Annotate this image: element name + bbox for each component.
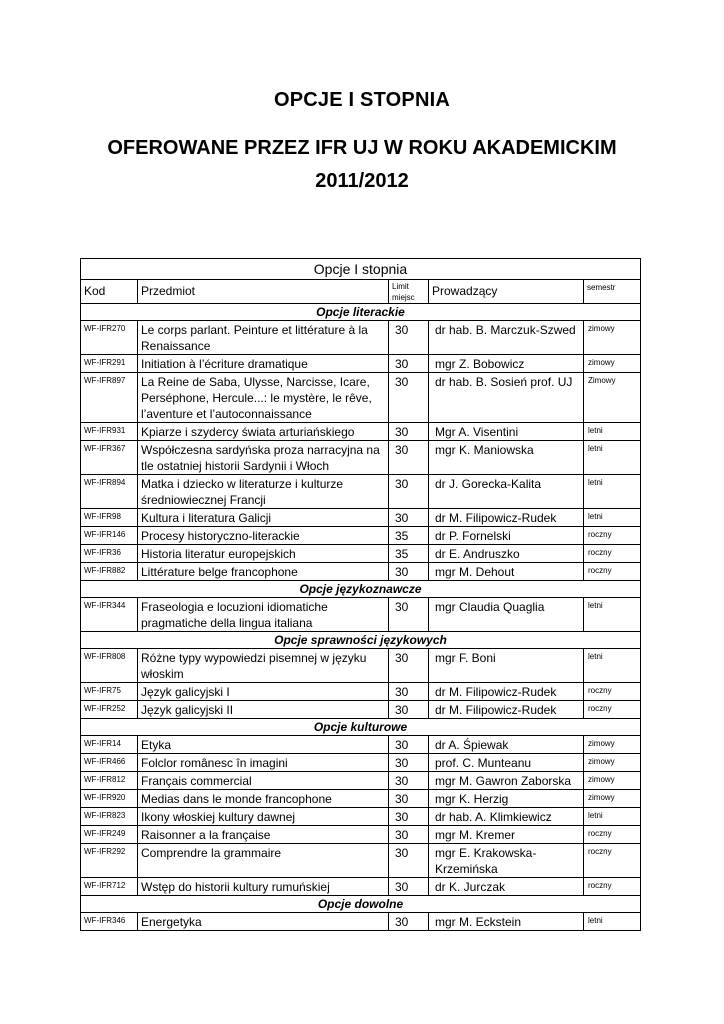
course-semester: letni	[584, 808, 641, 826]
course-semester: roczny	[584, 826, 641, 844]
course-subject: Współczesna sardyńska proza narracyjna na tle ostatniej historii Sardynii i Włoch	[138, 441, 389, 475]
course-instructor: mgr M. Dehout	[429, 563, 584, 581]
course-limit: 30	[389, 683, 429, 701]
course-semester: letni	[584, 649, 641, 683]
course-subject: Język galicyjski I	[138, 683, 389, 701]
course-subject: Folclor românesc în imagini	[138, 754, 389, 772]
course-subject: Etyka	[138, 736, 389, 754]
course-instructor: dr M. Filipowicz-Rudek	[429, 509, 584, 527]
column-header-semester: semestr	[584, 280, 641, 304]
section-title: Opcje dowolne	[81, 896, 641, 913]
table-row	[81, 808, 641, 826]
table-row	[81, 355, 641, 373]
course-limit: 30	[389, 563, 429, 581]
section-header-row	[81, 581, 641, 598]
table-row	[81, 844, 641, 878]
course-instructor: mgr Z. Bobowicz	[429, 355, 584, 373]
course-instructor: dr K. Jurczak	[429, 878, 584, 896]
course-code: WF-IFR346	[81, 913, 138, 931]
course-limit: 30	[389, 844, 429, 878]
course-subject: Comprendre la grammaire	[138, 844, 389, 878]
course-code: WF-IFR98	[81, 509, 138, 527]
course-subject: Medias dans le monde francophone	[138, 790, 389, 808]
course-limit: 30	[389, 754, 429, 772]
section-title: Opcje językoznawcze	[81, 581, 641, 598]
course-subject: La Reine de Saba, Ulysse, Narcisse, Icare, Perséphone, Hercule...: le mystère, le rêve, l’aventure et l’autoconnaissance	[138, 373, 389, 423]
course-limit: 30	[389, 826, 429, 844]
course-semester: zimowy	[584, 321, 641, 355]
course-code: WF-IFR712	[81, 878, 138, 896]
column-header-code: Kod	[81, 280, 138, 304]
course-instructor: Mgr A. Visentini	[429, 423, 584, 441]
course-subject: Historia literatur europejskich	[138, 545, 389, 563]
table-row	[81, 563, 641, 581]
course-semester: zimowy	[584, 736, 641, 754]
course-semester: roczny	[584, 878, 641, 896]
table-row	[81, 736, 641, 754]
column-header-instructor: Prowadzący	[429, 280, 584, 304]
course-semester: letni	[584, 509, 641, 527]
course-semester: roczny	[584, 683, 641, 701]
page-title: OPCJE I STOPNIA	[273, 89, 450, 111]
table-row	[81, 701, 641, 719]
course-instructor: prof. C. Munteanu	[429, 754, 584, 772]
course-subject: Kultura i literatura Galicji	[138, 509, 389, 527]
limit-header-line1: Limit	[392, 282, 409, 291]
table-row	[81, 878, 641, 896]
course-limit: 30	[389, 598, 429, 632]
course-semester: roczny	[584, 701, 641, 719]
course-instructor: dr P. Fornelski	[429, 527, 584, 545]
table-row	[81, 423, 641, 441]
table-row	[81, 913, 641, 931]
course-semester: letni	[584, 598, 641, 632]
section-title: Opcje literackie	[81, 304, 641, 321]
course-code: WF-IFR920	[81, 790, 138, 808]
section-header-row	[81, 719, 641, 736]
course-subject: Fraseologia e locuzioni idiomatiche pragmatiche della lingua italiana	[138, 598, 389, 632]
course-subject: Energetyka	[138, 913, 389, 931]
table-row	[81, 441, 641, 475]
course-code: WF-IFR292	[81, 844, 138, 878]
course-limit: 30	[389, 509, 429, 527]
course-instructor: mgr K. Maniowska	[429, 441, 584, 475]
course-instructor: mgr K. Herzig	[429, 790, 584, 808]
course-limit: 30	[389, 913, 429, 931]
course-semester: roczny	[584, 563, 641, 581]
course-limit: 30	[389, 441, 429, 475]
course-limit: 35	[389, 545, 429, 563]
course-code: WF-IFR146	[81, 527, 138, 545]
course-semester: Zimowy	[584, 373, 641, 423]
course-subject: Różne typy wypowiedzi pisemnej w języku włoskim	[138, 649, 389, 683]
course-instructor: mgr M. Eckstein	[429, 913, 584, 931]
course-semester: letni	[584, 913, 641, 931]
column-header-subject: Przedmiot	[138, 280, 389, 304]
table-title: Opcje I stopnia	[81, 259, 641, 280]
table-row	[81, 527, 641, 545]
course-instructor: dr E. Andruszko	[429, 545, 584, 563]
course-instructor: dr hab. B. Marczuk-Szwed	[429, 321, 584, 355]
course-semester: roczny	[584, 844, 641, 878]
table-row	[81, 754, 641, 772]
course-limit: 30	[389, 772, 429, 790]
course-code: WF-IFR882	[81, 563, 138, 581]
section-header-row	[81, 896, 641, 913]
course-limit: 30	[389, 423, 429, 441]
course-instructor: dr M. Filipowicz-Rudek	[429, 683, 584, 701]
course-semester: roczny	[584, 527, 641, 545]
course-instructor: dr J. Gorecka-Kalita	[429, 475, 584, 509]
subtitle-line: OFEROWANE PRZEZ IFR UJ W ROKU AKADEMICKIM	[107, 137, 617, 159]
course-semester: letni	[584, 475, 641, 509]
course-code: WF-IFR75	[81, 683, 138, 701]
course-limit: 30	[389, 701, 429, 719]
column-header-limit	[389, 280, 429, 304]
course-limit: 30	[389, 475, 429, 509]
course-subject: Ikony włoskiej kultury dawnej	[138, 808, 389, 826]
table-row	[81, 373, 641, 423]
table-row	[81, 683, 641, 701]
academic-year: 2011/2012	[315, 170, 409, 192]
course-semester: zimowy	[584, 355, 641, 373]
course-limit: 30	[389, 649, 429, 683]
course-subject: Język galicyjski II	[138, 701, 389, 719]
courses-table	[80, 258, 641, 931]
course-code: WF-IFR36	[81, 545, 138, 563]
course-code: WF-IFR466	[81, 754, 138, 772]
course-limit: 30	[389, 373, 429, 423]
course-instructor: mgr Claudia Quaglia	[429, 598, 584, 632]
course-limit: 30	[389, 790, 429, 808]
course-code: WF-IFR367	[81, 441, 138, 475]
course-instructor: mgr F. Boni	[429, 649, 584, 683]
course-limit: 35	[389, 527, 429, 545]
table-row	[81, 649, 641, 683]
course-limit: 30	[389, 736, 429, 754]
course-instructor: mgr M. Kremer	[429, 826, 584, 844]
course-code: WF-IFR252	[81, 701, 138, 719]
course-code: WF-IFR812	[81, 772, 138, 790]
course-semester: zimowy	[584, 790, 641, 808]
course-instructor: mgr E. Krakowska-Krzemińska	[429, 844, 584, 878]
section-header-row	[81, 632, 641, 649]
course-code: WF-IFR14	[81, 736, 138, 754]
course-semester: roczny	[584, 545, 641, 563]
section-header-row	[81, 304, 641, 321]
course-instructor: dr M. Filipowicz-Rudek	[429, 701, 584, 719]
course-instructor: dr hab. B. Sosień prof. UJ	[429, 373, 584, 423]
course-code: WF-IFR897	[81, 373, 138, 423]
course-limit: 30	[389, 355, 429, 373]
course-subject: Wstęp do historii kultury rumuńskiej	[138, 878, 389, 896]
course-code: WF-IFR931	[81, 423, 138, 441]
course-instructor: mgr M. Gawron Zaborska	[429, 772, 584, 790]
course-semester: letni	[584, 441, 641, 475]
course-limit: 30	[389, 808, 429, 826]
course-code: WF-IFR894	[81, 475, 138, 509]
course-subject: Français commercial	[138, 772, 389, 790]
course-semester: zimowy	[584, 772, 641, 790]
course-semester: letni	[584, 423, 641, 441]
table-row	[81, 598, 641, 632]
page-subtitle	[0, 132, 724, 198]
course-subject: Le corps parlant. Peinture et littérature à la Renaissance	[138, 321, 389, 355]
course-limit: 30	[389, 321, 429, 355]
table-row	[81, 475, 641, 509]
table-title-row	[81, 259, 641, 280]
limit-header-line2: miejsc	[392, 293, 415, 302]
table-row	[81, 321, 641, 355]
section-title: Opcje sprawności językowych	[81, 632, 641, 649]
course-subject: Matka i dziecko w literaturze i kulturze średniowiecznej Francji	[138, 475, 389, 509]
table-row	[81, 545, 641, 563]
course-subject: Kpiarze i szydercy świata arturiańskiego	[138, 423, 389, 441]
course-limit: 30	[389, 878, 429, 896]
course-code: WF-IFR344	[81, 598, 138, 632]
course-semester: zimowy	[584, 754, 641, 772]
table-row	[81, 790, 641, 808]
table-row	[81, 826, 641, 844]
course-instructor: dr A. Śpiewak	[429, 736, 584, 754]
course-code: WF-IFR249	[81, 826, 138, 844]
table-row	[81, 509, 641, 527]
course-code: WF-IFR808	[81, 649, 138, 683]
course-subject: Procesy historyczno-literackie	[138, 527, 389, 545]
course-subject: Initiation à l’écriture dramatique	[138, 355, 389, 373]
course-code: WF-IFR823	[81, 808, 138, 826]
course-subject: Littérature belge francophone	[138, 563, 389, 581]
column-header-row	[81, 280, 641, 304]
section-title: Opcje kulturowe	[81, 719, 641, 736]
course-instructor: dr hab. A. Klimkiewicz	[429, 808, 584, 826]
course-code: WF-IFR291	[81, 355, 138, 373]
course-code: WF-IFR270	[81, 321, 138, 355]
course-subject: Raisonner a la française	[138, 826, 389, 844]
table-row	[81, 772, 641, 790]
